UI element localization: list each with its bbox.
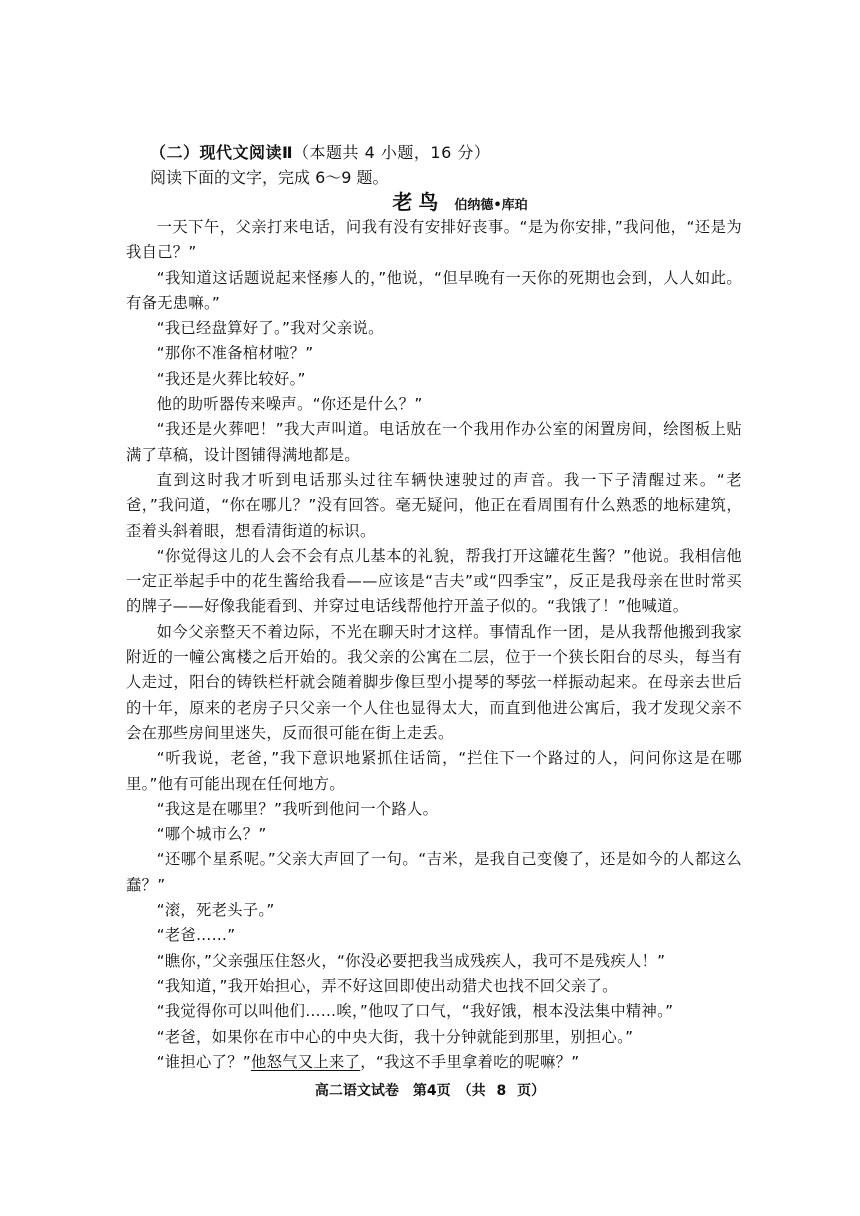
paragraph: 直到这时我才听到电话那头过往车辆快速驶过的声音。我一下子清醒过来。“老爸，”我问道，“你在哪儿？”没有回答。毫无疑问，他正在看周围有什么熟悉的地标建筑，歪着头斜着眼，想看清街道的标识。 — [126, 470, 742, 540]
section-label: （二）现代文阅读Ⅱ — [150, 143, 294, 162]
paragraph: “我这是在哪里？”我听到他问一个路人。 — [156, 799, 439, 818]
paragraph: 如今父亲整天不着边际，不光在聊天时才这样。事情乱作一团，是从我帮他搬到我家附近的一幢公寓楼之后开始的。我父亲的公寓在二层，位于一个狭长阳台的尽头，每当有人走过，阳台的铸铁栏杆就会随着脚步像巨型小提琴的琴弦一样振动起来。在母亲去世后的十年，原来的老房子只父亲一个人住也显得太大，而直到他进公寓后，我才发现父亲不会在那些房间里迷失，反而很可能在街上走丢。 — [126, 622, 742, 742]
page-footer: 高二语文试卷 第4页 （共 8 页） — [314, 1083, 546, 1099]
paragraph: “滚，死老头子。” — [156, 901, 275, 920]
paragraph: “老爸……” — [156, 926, 236, 945]
paragraph: “我已经盘算好了。”我对父亲说。 — [156, 319, 384, 338]
story-title-line — [0, 186, 860, 215]
story-body — [126, 215, 742, 1075]
paragraph: “还哪个星系呢。”父亲大声回了一句。“吉米，是我自己变傻了，还是如今的人都这么蠢？” — [126, 850, 742, 894]
paragraph: 他的助听器传来噪声。“你还是什么？” — [156, 395, 423, 414]
section-heading — [150, 140, 490, 163]
paragraph: “我还是火葬比较好。” — [156, 369, 306, 388]
last-paragraph — [126, 1050, 742, 1075]
last-paragraph-part2: ，“我这不手里拿着吃的呢嘛？” — [360, 1052, 580, 1071]
paragraph: 一天下午，父亲打来电话，问我有没有安排好丧事。“是为你安排，”我问他，“还是为我自己？” — [126, 218, 742, 262]
reading-instruction: 阅读下面的文字，完成 6～9 题。 — [150, 168, 389, 187]
paragraph: “哪个城市么？” — [156, 825, 267, 844]
section-meta: （本题共 4 小题，16 分） — [293, 143, 491, 162]
underlined-sentence: 他怒气又上来了 — [251, 1052, 361, 1071]
story-author: 伯纳德•库珀 — [454, 198, 528, 213]
paragraph: “我还是火葬吧！”我大声叫道。电话放在一个我用作办公室的闲置房间，绘图板上贴满了草稿，设计图铺得满地都是。 — [126, 420, 742, 464]
paragraph: “我知道这话题说起来怪瘆人的，”他说，“但早晚有一天你的死期也会到，人人如此。有备无患嘛。” — [126, 268, 742, 312]
paragraph: “听我说，老爸，”我下意识地紧抓住话筒，“拦住下一个路过的人，问问你这是在哪里。”他有可能出现在任何地方。 — [126, 749, 742, 793]
paragraph: “我知道，”我开始担心，弄不好这回即使出动猎犬也找不回父亲了。 — [156, 976, 618, 995]
last-paragraph-part1: “谁担心了？” — [156, 1052, 252, 1071]
story-title: 老鸟 — [392, 190, 445, 214]
paragraph: “我觉得你可以叫他们……唉，”他叹了口气，“我好饿，根本没法集中精神。” — [156, 1002, 674, 1021]
paragraph: “那你不准备棺材啦？” — [156, 344, 314, 363]
paragraph: “瞧你，”父亲强压住怒火，“你没必要把我当成残疾人，我可不是残疾人！” — [156, 951, 666, 970]
paragraph: “你觉得这儿的人会不会有点儿基本的礼貌，帮我打开这罐花生酱？”他说。我相信他一定正举起手中的花生酱给我看——应该是“吉夫”或“四季宝”，反正是我母亲在世时常买的牌子——好像我能看到、并穿过电话线帮他拧开盖子似的。“我饿了！”他喊道。 — [126, 546, 742, 616]
paragraph: “老爸，如果你在市中心的中央大街，我十分钟就能到那里，别担心。” — [156, 1027, 634, 1046]
